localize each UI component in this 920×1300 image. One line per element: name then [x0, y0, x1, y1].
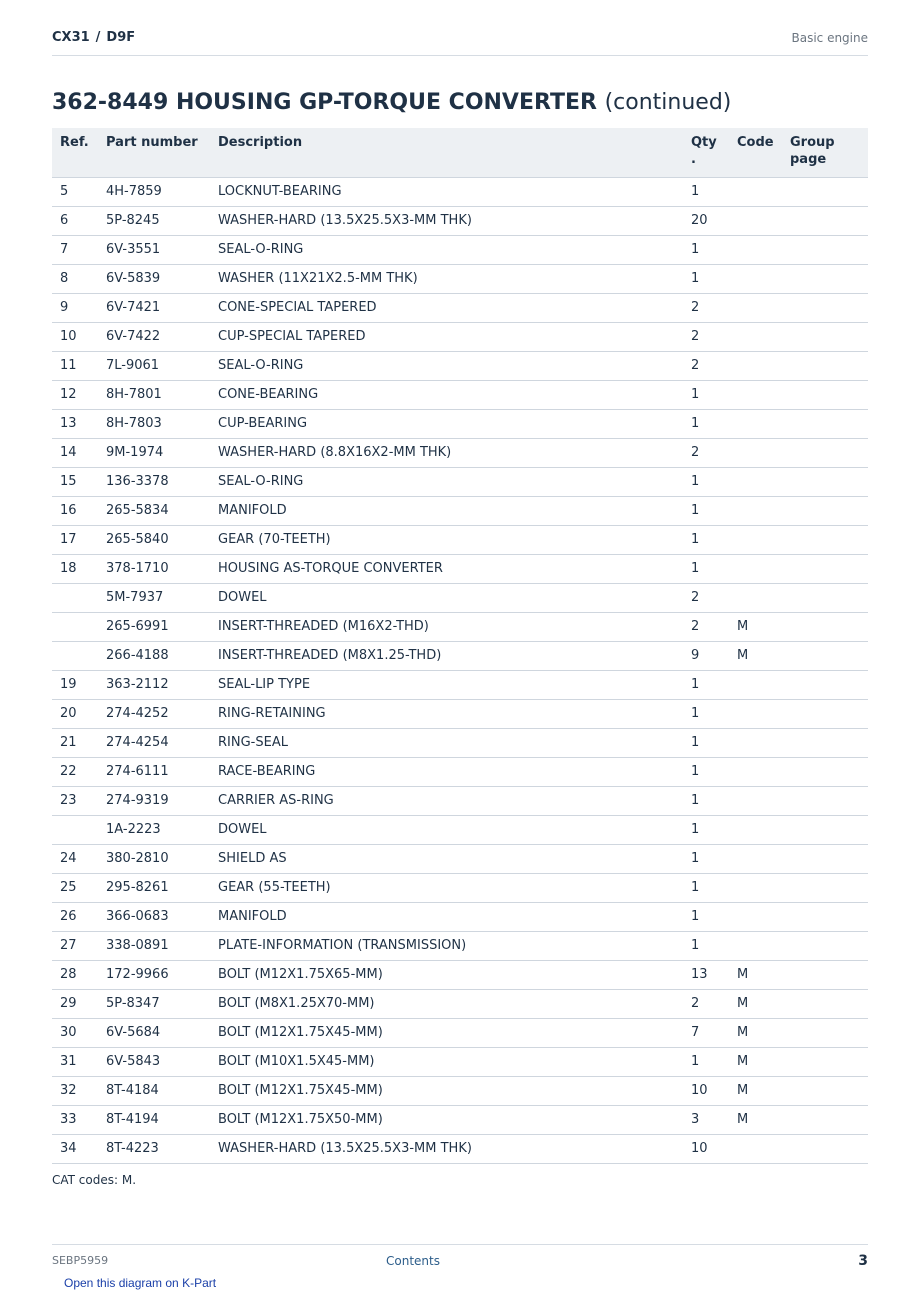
- description-cell: DOWEL: [210, 583, 683, 612]
- code-cell: M: [729, 1105, 782, 1134]
- part-number-cell: 363-2112: [98, 670, 210, 699]
- code-cell: M: [729, 1018, 782, 1047]
- description-cell: BOLT (M10X1.5X45-MM): [210, 1047, 683, 1076]
- qty-cell: 1: [683, 873, 729, 902]
- ref-cell: 25: [52, 873, 98, 902]
- table-row: [52, 931, 868, 960]
- description-cell: BOLT (M12X1.75X45-MM): [210, 1018, 683, 1047]
- code-cell: [729, 815, 782, 844]
- part-number-cell: 265-5840: [98, 525, 210, 554]
- part-number-cell: 274-6111: [98, 757, 210, 786]
- table-row: [52, 989, 868, 1018]
- group-page-cell: [782, 380, 868, 409]
- ref-cell: 5: [52, 177, 98, 206]
- group-page-cell: [782, 409, 868, 438]
- code-cell: [729, 902, 782, 931]
- part-number-cell: 6V-3551: [98, 235, 210, 264]
- code-cell: [729, 351, 782, 380]
- group-page-cell: [782, 1047, 868, 1076]
- description-cell: WASHER (11X21X2.5-MM THK): [210, 264, 683, 293]
- table-row: [52, 670, 868, 699]
- description-cell: BOLT (M8X1.25X70-MM): [210, 989, 683, 1018]
- qty-cell: 2: [683, 322, 729, 351]
- description-cell: CARRIER AS-RING: [210, 786, 683, 815]
- part-group-title: 362-8449 HOUSING GP-TORQUE CONVERTER: [52, 90, 597, 115]
- part-number-cell: 1A-2223: [98, 815, 210, 844]
- part-number-cell: 6V-7421: [98, 293, 210, 322]
- part-number-cell: 6V-5843: [98, 1047, 210, 1076]
- code-cell: [729, 670, 782, 699]
- ref-cell: 11: [52, 351, 98, 380]
- qty-cell: 1: [683, 554, 729, 583]
- table-row: [52, 844, 868, 873]
- ref-cell: 12: [52, 380, 98, 409]
- qty-cell: 1: [683, 902, 729, 931]
- description-cell: SHIELD AS: [210, 844, 683, 873]
- part-number-cell: 265-5834: [98, 496, 210, 525]
- table-row: [52, 757, 868, 786]
- group-page-cell: [782, 583, 868, 612]
- ref-cell: 30: [52, 1018, 98, 1047]
- code-cell: [729, 844, 782, 873]
- description-cell: CONE-BEARING: [210, 380, 683, 409]
- description-cell: INSERT-THREADED (M8X1.25-THD): [210, 641, 683, 670]
- qty-cell: 1: [683, 699, 729, 728]
- description-cell: PLATE-INFORMATION (TRANSMISSION): [210, 931, 683, 960]
- ref-cell: 33: [52, 1105, 98, 1134]
- column-header-description: Description: [210, 128, 683, 177]
- group-page-cell: [782, 670, 868, 699]
- group-page-cell: [782, 1076, 868, 1105]
- code-cell: [729, 380, 782, 409]
- code-cell: M: [729, 612, 782, 641]
- table-row: [52, 206, 868, 235]
- part-number-cell: 4H-7859: [98, 177, 210, 206]
- qty-cell: 3: [683, 1105, 729, 1134]
- code-cell: [729, 873, 782, 902]
- description-cell: RACE-BEARING: [210, 757, 683, 786]
- code-cell: [729, 757, 782, 786]
- description-cell: BOLT (M12X1.75X45-MM): [210, 1076, 683, 1105]
- group-page-cell: [782, 1105, 868, 1134]
- part-number-cell: 8T-4223: [98, 1134, 210, 1163]
- contents-link[interactable]: Contents: [386, 1254, 440, 1268]
- table-row: [52, 293, 868, 322]
- ref-cell: 15: [52, 467, 98, 496]
- code-cell: [729, 554, 782, 583]
- table-row: [52, 1047, 868, 1076]
- ref-cell: 6: [52, 206, 98, 235]
- description-cell: INSERT-THREADED (M16X2-THD): [210, 612, 683, 641]
- part-number-cell: 5P-8245: [98, 206, 210, 235]
- cat-codes-note: CAT codes: M.: [52, 1173, 137, 1187]
- code-cell: [729, 438, 782, 467]
- ref-cell: 16: [52, 496, 98, 525]
- group-page-cell: [782, 786, 868, 815]
- group-page-cell: [782, 931, 868, 960]
- qty-cell: 1: [683, 409, 729, 438]
- qty-cell: 7: [683, 1018, 729, 1047]
- table-row: [52, 1105, 868, 1134]
- ref-cell: [52, 612, 98, 641]
- part-number-cell: 378-1710: [98, 554, 210, 583]
- qty-cell: 1: [683, 931, 729, 960]
- code-cell: [729, 728, 782, 757]
- ref-cell: 34: [52, 1134, 98, 1163]
- group-page-cell: [782, 728, 868, 757]
- group-page-cell: [782, 873, 868, 902]
- ref-cell: 20: [52, 699, 98, 728]
- ref-cell: 19: [52, 670, 98, 699]
- qty-cell: 20: [683, 206, 729, 235]
- group-page-cell: [782, 177, 868, 206]
- part-number-cell: 6V-5839: [98, 264, 210, 293]
- qty-cell: 1: [683, 264, 729, 293]
- ref-cell: 13: [52, 409, 98, 438]
- column-header-group-page: Group page: [782, 128, 868, 177]
- code-cell: [729, 409, 782, 438]
- parts-table-body: [52, 177, 868, 1163]
- part-number-cell: 274-4254: [98, 728, 210, 757]
- part-number-cell: 7L-9061: [98, 351, 210, 380]
- table-row: [52, 525, 868, 554]
- part-number-cell: 338-0891: [98, 931, 210, 960]
- ref-cell: 23: [52, 786, 98, 815]
- part-number-cell: 8H-7801: [98, 380, 210, 409]
- group-page-cell: [782, 902, 868, 931]
- code-cell: [729, 525, 782, 554]
- description-cell: CUP-SPECIAL TAPERED: [210, 322, 683, 351]
- ref-cell: 17: [52, 525, 98, 554]
- description-cell: CUP-BEARING: [210, 409, 683, 438]
- ref-cell: 10: [52, 322, 98, 351]
- code-cell: M: [729, 641, 782, 670]
- code-cell: [729, 496, 782, 525]
- table-row: [52, 264, 868, 293]
- group-page-cell: [782, 496, 868, 525]
- page-title: [52, 90, 731, 115]
- ref-cell: 14: [52, 438, 98, 467]
- qty-cell: 1: [683, 177, 729, 206]
- part-number-cell: 6V-5684: [98, 1018, 210, 1047]
- qty-cell: 2: [683, 612, 729, 641]
- column-header-qty: Qty .: [683, 128, 729, 177]
- ref-cell: 21: [52, 728, 98, 757]
- table-row: [52, 728, 868, 757]
- header-row: [52, 128, 868, 177]
- code-cell: M: [729, 1047, 782, 1076]
- table-row: [52, 960, 868, 989]
- description-cell: SEAL-O-RING: [210, 351, 683, 380]
- part-number-cell: 8H-7803: [98, 409, 210, 438]
- description-cell: CONE-SPECIAL TAPERED: [210, 293, 683, 322]
- qty-cell: 9: [683, 641, 729, 670]
- group-page-cell: [782, 757, 868, 786]
- part-number-cell: 136-3378: [98, 467, 210, 496]
- ref-cell: 26: [52, 902, 98, 931]
- ref-cell: [52, 815, 98, 844]
- description-cell: GEAR (55-TEETH): [210, 873, 683, 902]
- group-page-cell: [782, 264, 868, 293]
- ref-cell: [52, 583, 98, 612]
- breadcrumb: [52, 30, 135, 45]
- group-page-cell: [782, 612, 868, 641]
- table-row: [52, 612, 868, 641]
- code-cell: [729, 699, 782, 728]
- qty-cell: 1: [683, 757, 729, 786]
- part-number-cell: 5M-7937: [98, 583, 210, 612]
- qty-cell: 2: [683, 989, 729, 1018]
- table-row: [52, 177, 868, 206]
- qty-cell: 1: [683, 525, 729, 554]
- code-cell: M: [729, 989, 782, 1018]
- description-cell: SEAL-O-RING: [210, 235, 683, 264]
- code-cell: M: [729, 1076, 782, 1105]
- code-cell: [729, 786, 782, 815]
- parts-table: [52, 128, 868, 1164]
- table-row: [52, 409, 868, 438]
- description-cell: MANIFOLD: [210, 496, 683, 525]
- group-page-cell: [782, 641, 868, 670]
- description-cell: WASHER-HARD (8.8X16X2-MM THK): [210, 438, 683, 467]
- document-id: SEBP5959: [52, 1254, 109, 1267]
- ref-cell: [52, 641, 98, 670]
- code-cell: [729, 177, 782, 206]
- part-number-cell: 366-0683: [98, 902, 210, 931]
- code-cell: [729, 293, 782, 322]
- part-number-cell: 172-9966: [98, 960, 210, 989]
- part-number-cell: 5P-8347: [98, 989, 210, 1018]
- group-page-cell: [782, 844, 868, 873]
- description-cell: SEAL-O-RING: [210, 467, 683, 496]
- code-cell: [729, 206, 782, 235]
- group-page-cell: [782, 525, 868, 554]
- part-number-cell: 265-6991: [98, 612, 210, 641]
- table-row: [52, 467, 868, 496]
- part-number-cell: 8T-4184: [98, 1076, 210, 1105]
- code-cell: [729, 931, 782, 960]
- description-cell: BOLT (M12X1.75X65-MM): [210, 960, 683, 989]
- page-header: [52, 28, 868, 56]
- column-header-code: Code: [729, 128, 782, 177]
- qty-cell: 10: [683, 1134, 729, 1163]
- code-cell: [729, 235, 782, 264]
- qty-cell: 1: [683, 844, 729, 873]
- table-row: [52, 641, 868, 670]
- description-cell: SEAL-LIP TYPE: [210, 670, 683, 699]
- qty-cell: 1: [683, 380, 729, 409]
- qty-cell: 1: [683, 728, 729, 757]
- qty-cell: 2: [683, 293, 729, 322]
- code-cell: [729, 467, 782, 496]
- table-row: [52, 815, 868, 844]
- ref-cell: 22: [52, 757, 98, 786]
- group-page-cell: [782, 1018, 868, 1047]
- qty-cell: 2: [683, 438, 729, 467]
- qty-cell: 13: [683, 960, 729, 989]
- qty-cell: 2: [683, 351, 729, 380]
- code-cell: [729, 1134, 782, 1163]
- code-cell: [729, 322, 782, 351]
- part-number-cell: 8T-4194: [98, 1105, 210, 1134]
- table-row: [52, 351, 868, 380]
- table-row: [52, 496, 868, 525]
- group-page-cell: [782, 322, 868, 351]
- group-page-cell: [782, 351, 868, 380]
- part-number-cell: 9M-1974: [98, 438, 210, 467]
- section-label: Basic engine: [791, 31, 868, 45]
- breadcrumb-model: CX31: [52, 30, 90, 45]
- description-cell: GEAR (70-TEETH): [210, 525, 683, 554]
- table-row: [52, 786, 868, 815]
- part-number-cell: 274-9319: [98, 786, 210, 815]
- continued-label: (continued): [604, 90, 732, 115]
- table-row: [52, 380, 868, 409]
- breadcrumb-separator: /: [95, 30, 101, 45]
- table-row: [52, 902, 868, 931]
- qty-cell: 2: [683, 583, 729, 612]
- open-diagram-kpart-link[interactable]: Open this diagram on K-Part: [64, 1276, 217, 1290]
- part-number-cell: 266-4188: [98, 641, 210, 670]
- table-row: [52, 583, 868, 612]
- table-row: [52, 1076, 868, 1105]
- description-cell: LOCKNUT-BEARING: [210, 177, 683, 206]
- description-cell: DOWEL: [210, 815, 683, 844]
- page-footer: [52, 1244, 868, 1274]
- qty-cell: 1: [683, 1047, 729, 1076]
- ref-cell: 29: [52, 989, 98, 1018]
- ref-cell: 24: [52, 844, 98, 873]
- description-cell: WASHER-HARD (13.5X25.5X3-MM THK): [210, 206, 683, 235]
- qty-cell: 1: [683, 670, 729, 699]
- ref-cell: 27: [52, 931, 98, 960]
- group-page-cell: [782, 554, 868, 583]
- group-page-cell: [782, 699, 868, 728]
- description-cell: BOLT (M12X1.75X50-MM): [210, 1105, 683, 1134]
- code-cell: [729, 583, 782, 612]
- ref-cell: 31: [52, 1047, 98, 1076]
- page-number: 3: [858, 1253, 868, 1269]
- table-row: [52, 235, 868, 264]
- ref-cell: 9: [52, 293, 98, 322]
- group-page-cell: [782, 1134, 868, 1163]
- breadcrumb-engine: D9F: [106, 30, 136, 45]
- code-cell: M: [729, 960, 782, 989]
- group-page-cell: [782, 438, 868, 467]
- table-row: [52, 438, 868, 467]
- table-row: [52, 873, 868, 902]
- column-header-ref: Ref.: [52, 128, 98, 177]
- table-row: [52, 322, 868, 351]
- qty-cell: 10: [683, 1076, 729, 1105]
- description-cell: RING-SEAL: [210, 728, 683, 757]
- code-cell: [729, 264, 782, 293]
- group-page-cell: [782, 206, 868, 235]
- part-number-cell: 295-8261: [98, 873, 210, 902]
- ref-cell: 8: [52, 264, 98, 293]
- ref-cell: 18: [52, 554, 98, 583]
- group-page-cell: [782, 960, 868, 989]
- part-number-cell: 274-4252: [98, 699, 210, 728]
- description-cell: HOUSING AS-TORQUE CONVERTER: [210, 554, 683, 583]
- table-row: [52, 554, 868, 583]
- parts-table-header: [52, 128, 868, 177]
- table-row: [52, 1134, 868, 1163]
- group-page-cell: [782, 293, 868, 322]
- qty-cell: 1: [683, 496, 729, 525]
- qty-cell: 1: [683, 467, 729, 496]
- group-page-cell: [782, 467, 868, 496]
- ref-cell: 32: [52, 1076, 98, 1105]
- part-number-cell: 380-2810: [98, 844, 210, 873]
- description-cell: MANIFOLD: [210, 902, 683, 931]
- qty-cell: 1: [683, 815, 729, 844]
- table-row: [52, 699, 868, 728]
- ref-cell: 7: [52, 235, 98, 264]
- group-page-cell: [782, 989, 868, 1018]
- description-cell: WASHER-HARD (13.5X25.5X3-MM THK): [210, 1134, 683, 1163]
- qty-cell: 1: [683, 786, 729, 815]
- qty-cell: 1: [683, 235, 729, 264]
- table-row: [52, 1018, 868, 1047]
- group-page-cell: [782, 815, 868, 844]
- group-page-cell: [782, 235, 868, 264]
- description-cell: RING-RETAINING: [210, 699, 683, 728]
- part-number-cell: 6V-7422: [98, 322, 210, 351]
- column-header-part-number: Part number: [98, 128, 210, 177]
- ref-cell: 28: [52, 960, 98, 989]
